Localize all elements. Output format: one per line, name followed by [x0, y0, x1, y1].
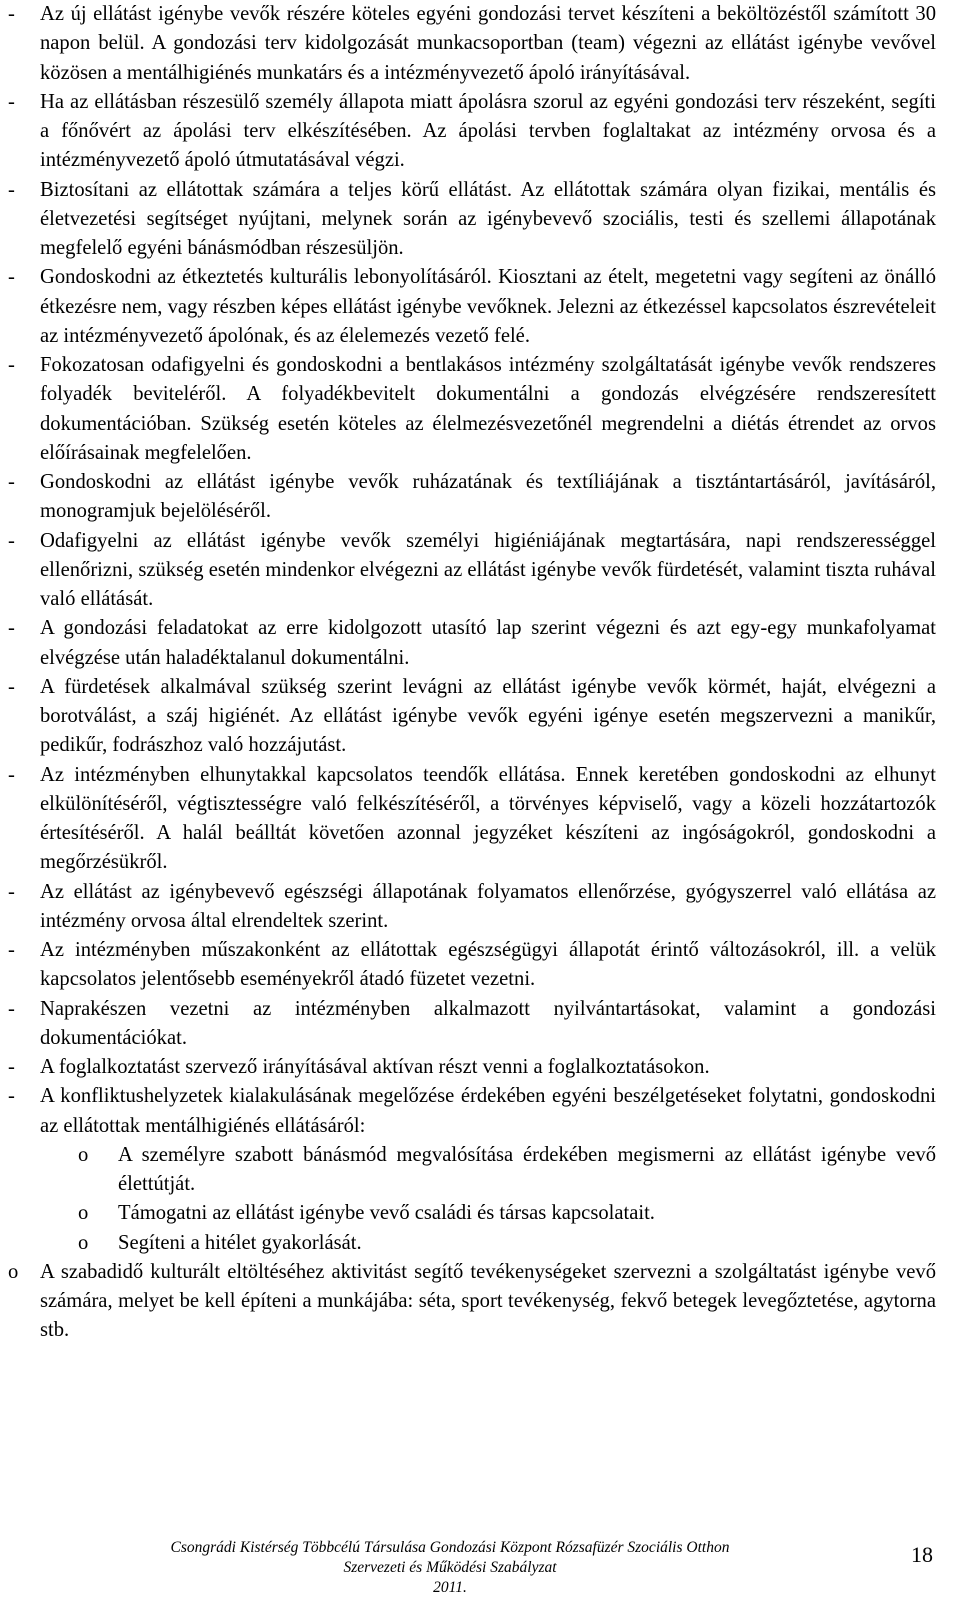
list-item-text: Ha az ellátásban részesülő személy állapota miatt ápolásra szorul az egyéni gondozási terv részeként, segíti a főnővért az ápolási terv elkészítésében. Az ápolási tervben foglaltakat az intézmény orvosa és a intézményvezető ápoló útmutatásával végzi.	[40, 90, 936, 172]
dash-bullet: -	[8, 3, 15, 25]
dash-bullet: -	[8, 178, 15, 201]
dash-bullet: -	[8, 617, 15, 640]
list-item	[8, 263, 936, 351]
footer-document-title: Szervezeti és Működési Szabályzat	[343, 1559, 557, 1576]
document-body	[8, 0, 936, 1346]
dash-bullet: -	[8, 1056, 15, 1078]
dash-bullet: -	[8, 997, 15, 1020]
list-item	[8, 761, 936, 878]
footer-organization: Csongrádi Kistérség Többcélú Társulása Gondozási Központ Rózsafüzér Szociális Otthon	[170, 1539, 730, 1556]
list-item	[8, 468, 936, 527]
circle-bullet: o	[8, 1260, 19, 1283]
dash-bullet: -	[8, 939, 15, 961]
list-item	[8, 878, 936, 937]
sub-list-item-text: Segíteni a hitélet gyakorlását.	[118, 1231, 362, 1254]
dash-bullet: -	[8, 529, 15, 552]
list-item-text: Biztosítani az ellátottak számára a teljes körű ellátást. Az ellátottak számára olyan fizikai, mentális és életvezetési segítséget nyújtani, melynek során az igénybevevő szociális, testi és szellemi állapotának megfelelő egyéni bánásmódban részesüljön.	[40, 178, 936, 259]
list-item-text: Naprakészen vezetni az intézményben alkalmazott nyilvántartásokat, valamint a gondozási dokumentációkat.	[40, 997, 936, 1049]
sub-list-item	[8, 1199, 936, 1228]
list-item	[8, 1258, 936, 1346]
dash-bullet: -	[8, 1085, 15, 1108]
list-item-text: Gondoskodni az étkeztetés kulturális lebonyolításáról. Kiosztani az ételt, megetetni vagy segíteni az önálló étkezésre nem, vagy részben képes ellátást igénybe vevőknek. Jelezni az étkezéssel kapcsolatos észrevételeit az intézményvezető ápolónak, és az élelemezés vezető felé.	[40, 266, 936, 347]
list-item	[8, 88, 936, 176]
dash-bullet: -	[8, 675, 15, 698]
dash-bullet: -	[8, 763, 15, 786]
circle-bullet: o	[78, 1143, 89, 1166]
list-item-text: Az intézményben műszakonként az ellátottak egészségügyi állapotát érintő változásokról, ill. a velük kapcsolatos jelentősebb eseményekről átadó füzetet vezetni.	[40, 939, 936, 991]
list-item	[8, 1053, 936, 1082]
dash-bullet: -	[8, 354, 15, 376]
list-item-text: Az intézményben elhunytakkal kapcsolatos teendők ellátása. Ennek keretében gondoskodni az elhunyt elkülönítéséről, végtisztességre való felkészítéséről, a törvényes képviselő, vagy a közeli hozzátartozók értesítéséről. A halál beálltát követően azonnal jegyzéket készíteni az ingóságokról, gondoskodni a megőrzésükről.	[40, 763, 936, 874]
dash-bullet: -	[8, 266, 15, 289]
list-item-text: Odafigyelni az ellátást igénybe vevők személyi higiéniájának megtartására, napi rendszerességgel ellenőrizni, szükség esetén mindenkor elvégezni az ellátást igénybe vevők fürdetését, valamint tiszta ruhával való ellátását.	[40, 529, 936, 610]
sub-list-item	[8, 1141, 936, 1200]
list-item	[8, 351, 936, 468]
list-item	[8, 527, 936, 615]
list-item-text: A szabadidő kulturált eltöltéséhez aktivitást segítő tevékenységeket szervezni a szolgáltatást igénybe vevő számára, melyet be kell építeni a munkájába: séta, sport tevékenység, fekvő betegek levegőztetése, agytorna stb.	[40, 1260, 936, 1342]
dash-bullet: -	[8, 90, 15, 113]
list-item-text: Gondoskodni az ellátást igénybe vevők ruházatának és textíliájának a tisztántartásáról, javításáról, monogramjuk bejelöléséről.	[40, 471, 936, 523]
list-item-text: A konfliktushelyzetek kialakulásának megelőzése érdekében egyéni beszélgetéseket folytatni, gondoskodni az ellátottak mentálhigiénés ellátásáról:	[40, 1085, 936, 1137]
circle-bullet: o	[78, 1202, 89, 1225]
footer-year: 2011.	[433, 1579, 467, 1596]
list-item	[8, 614, 936, 673]
list-item	[8, 0, 936, 88]
sub-list-item-text: A személyre szabott bánásmód megvalósítása érdekében megismerni az ellátást igénybe vevő élettútját.	[118, 1143, 936, 1195]
list-item	[8, 936, 936, 995]
list-item-text: A foglalkoztatást szervező irányításával aktívan részt venni a foglalkoztatásokon.	[40, 1056, 710, 1078]
list-item-text: A fürdetések alkalmával szükség szerint levágni az ellátást igénybe vevők körmét, haját, elvégezni a borotválást, a száj higiénét. Az ellátást igénybe vevők egyéni igénye esetén megszervezni a manikűr, pedikűr, fodrászhoz való hozzájutást.	[40, 675, 936, 757]
list-item-text: Az új ellátást igénybe vevők részére köteles egyéni gondozási tervet készíteni a beköltözéstől számított 30 napon belül. A gondozási terv kidolgozását munkacsoportban (team) végezni az ellátást igénybe vevővel közösen a mentálhigiénés munkatárs és a intézményvezető ápoló irányításával.	[40, 3, 936, 84]
dash-bullet: -	[8, 471, 15, 493]
sub-list-item	[8, 1229, 936, 1258]
list-item-text: A gondozási feladatokat az erre kidolgozott utasító lap szerint végezni és azt egy-egy munkafolyamat elvégzése után haladéktalanul dokumentálni.	[40, 617, 936, 669]
list-item-text: Az ellátást az igénybevevő egészségi állapotának folyamatos ellenőrzése, gyógyszerrel való ellátása az intézmény orvosa által elrendeltek szerint.	[40, 880, 936, 932]
list-item	[8, 673, 936, 761]
list-item	[8, 1082, 936, 1141]
page-footer	[100, 1538, 800, 1598]
page-number: 18	[911, 1542, 933, 1567]
circle-bullet: o	[78, 1231, 89, 1254]
list-item	[8, 176, 936, 264]
list-item	[8, 995, 936, 1054]
sub-list-item-text: Támogatni az ellátást igénybe vevő családi és társas kapcsolatait.	[118, 1202, 655, 1225]
dash-bullet: -	[8, 880, 15, 903]
list-item-text: Fokozatosan odafigyelni és gondoskodni a bentlakásos intézmény szolgáltatását igénybe vevők rendszeres folyadék beviteléről. A folyadékbevitelt dokumentálni a gondozás elvégzésére rendszeresített dokumentációban. Szükség esetén köteles az élelmezésvezetőnél megrendelni a diétás étrendet az orvos előírásainak megfelelően.	[40, 354, 936, 464]
